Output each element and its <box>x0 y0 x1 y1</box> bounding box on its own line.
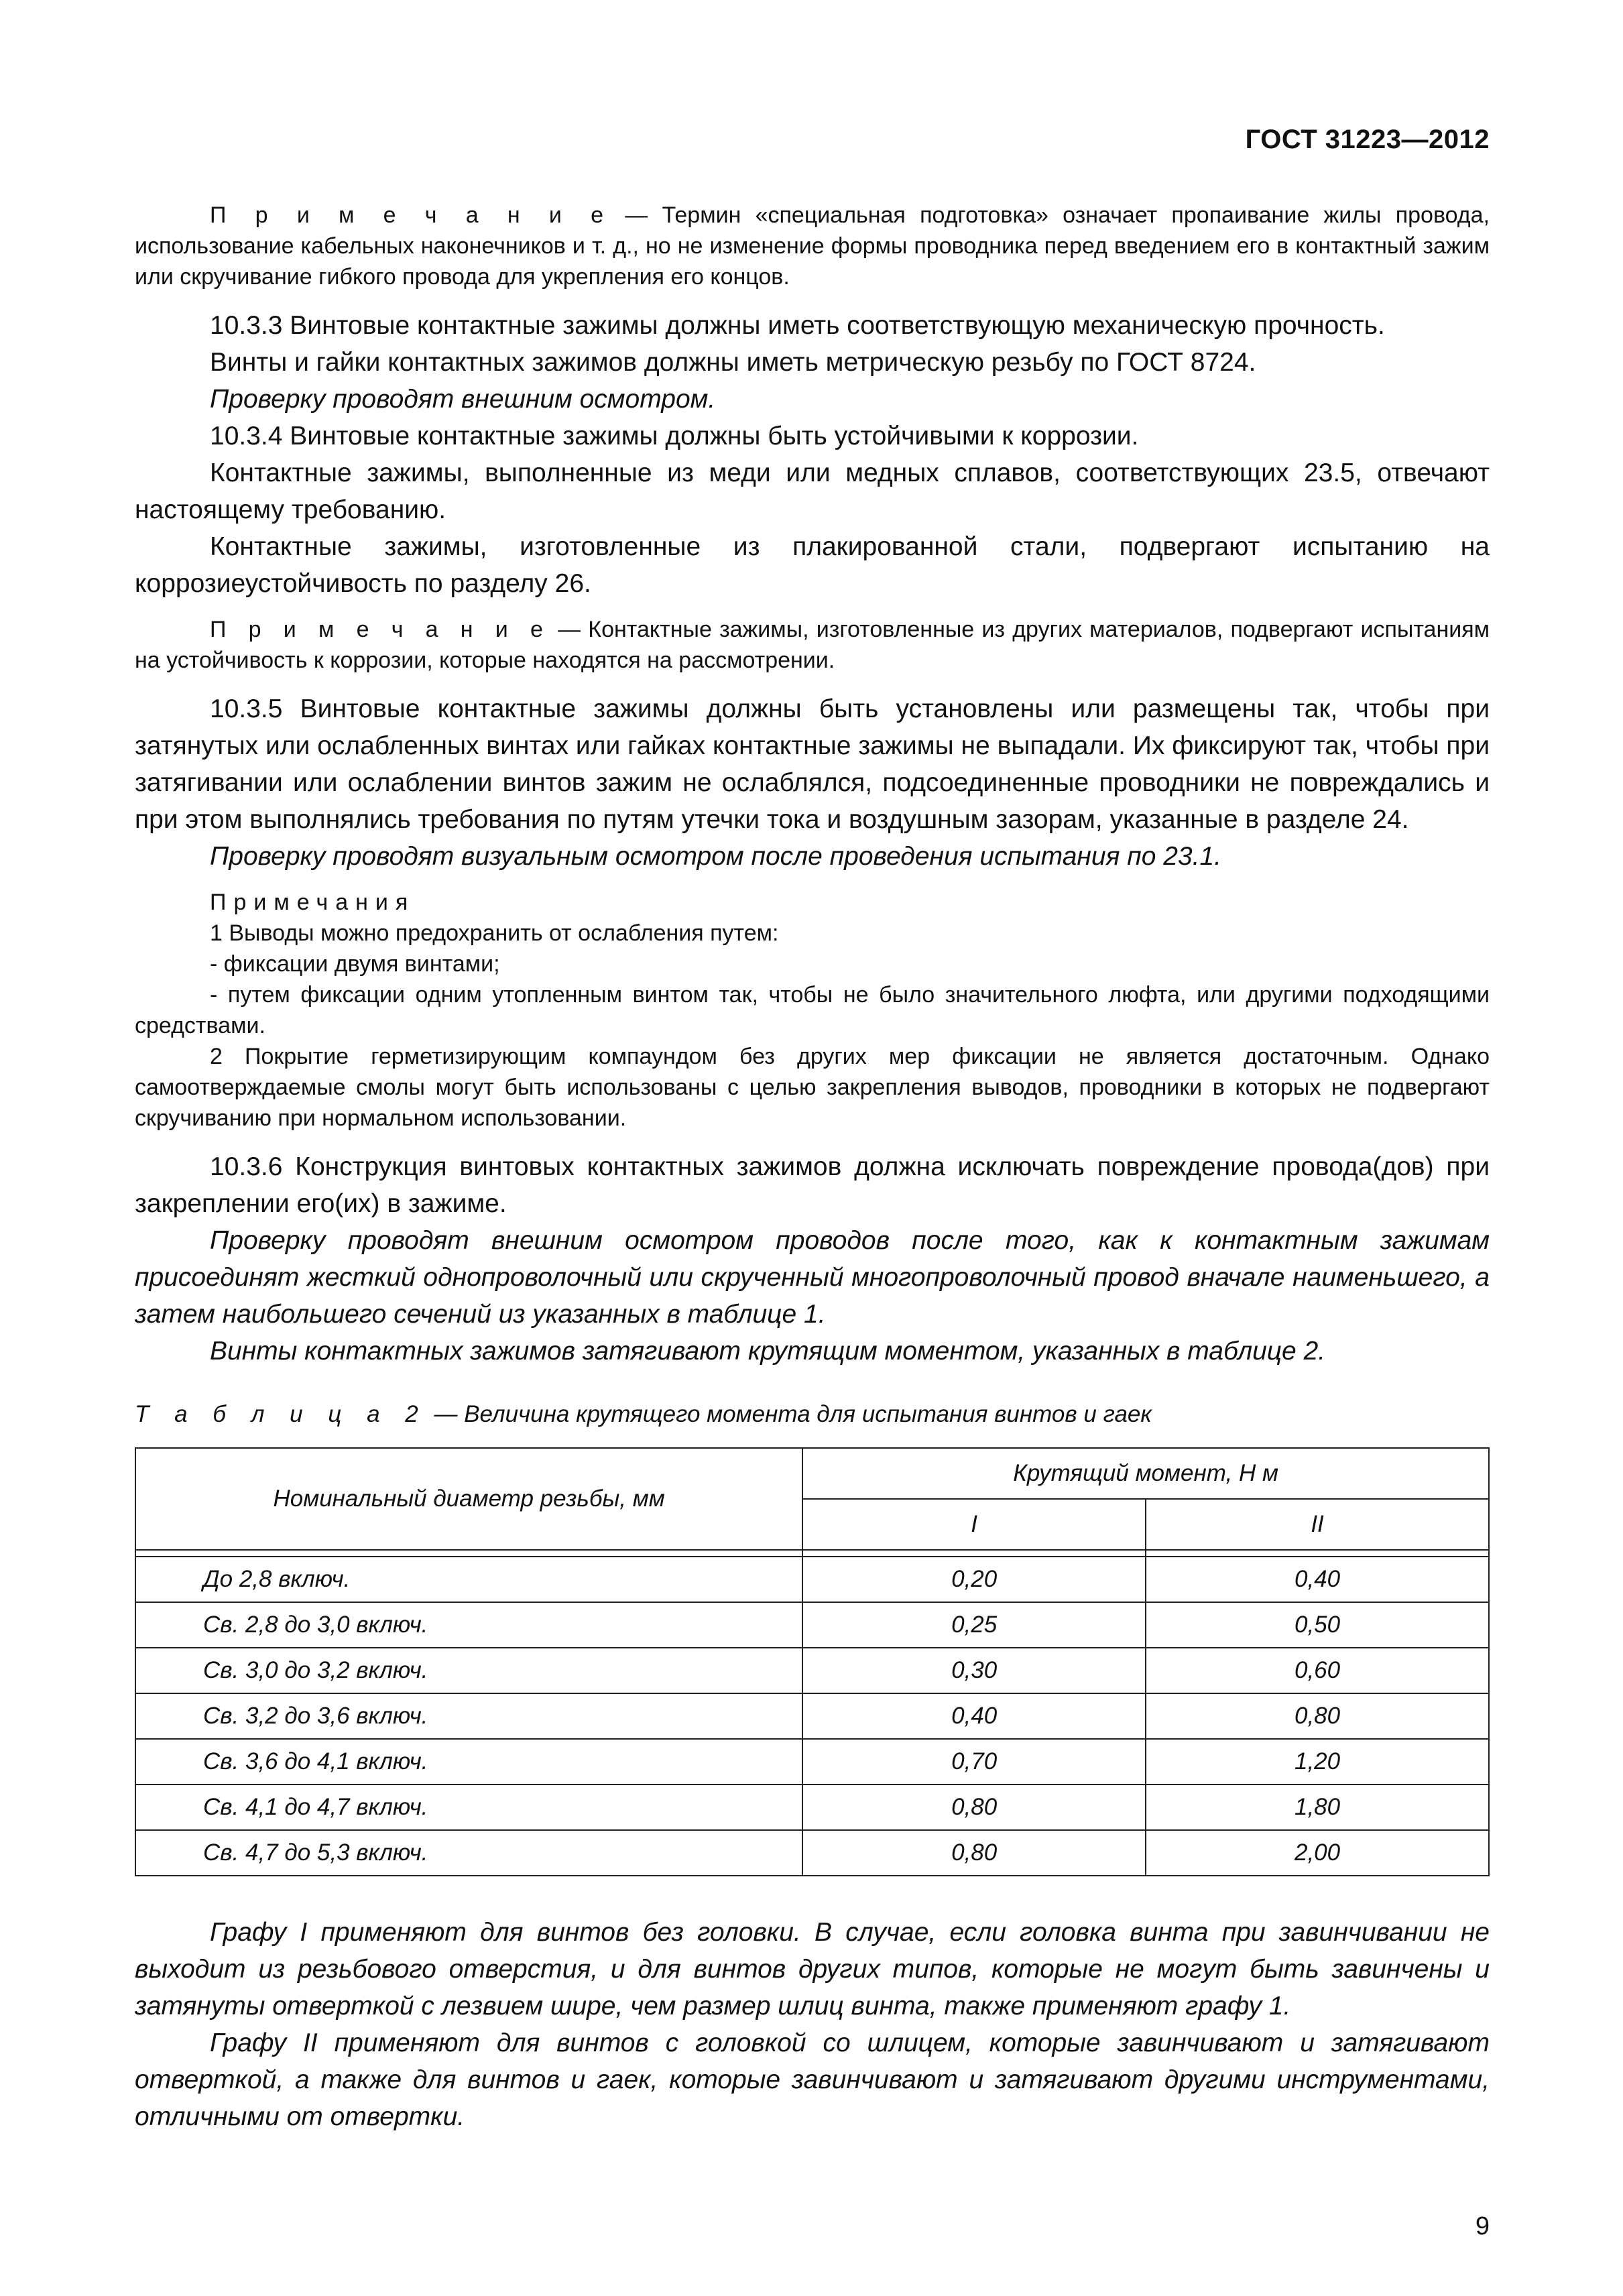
cell-torque-I: 0,70 <box>802 1739 1146 1785</box>
table-caption-label: Т а б л и ц а 2 <box>135 1401 428 1427</box>
note-label: П р и м е ч а н и е <box>210 617 550 642</box>
clause-10-3-4-copper: Контактные зажимы, выполненные из меди или медных сплавов, соответствующих 23.5, отвечают настоящему требованию. <box>135 459 1490 524</box>
clause-10-3-3-thread: Винты и гайки контактных зажимов должны иметь метрическую резьбу по ГОСТ 8724. <box>210 348 1256 377</box>
cell-diameter: Св. 3,6 до 4,1 включ. <box>135 1739 802 1785</box>
note-label: П р и м е ч а н и е <box>210 202 611 228</box>
cell-torque-I: 0,30 <box>802 1648 1146 1693</box>
table-caption <box>135 1399 1490 1430</box>
note-item-2: 2 Покрытие герметизирующим компаундом без других мер фиксации не является достаточным. Однако самоотверждаемые смолы могут быть использованы с целью закрепления выводов, проводники в которых не подвергают скручиванию при нормальном использовании. <box>135 1044 1490 1131</box>
cell-torque-II: 0,60 <box>1146 1648 1489 1693</box>
cell-torque-II: 1,20 <box>1146 1739 1489 1785</box>
note-item-1a: - фиксации двумя винтами; <box>210 951 500 977</box>
cell-torque-II: 1,80 <box>1146 1785 1489 1830</box>
cell-torque-I: 0,40 <box>802 1693 1146 1739</box>
cell-torque-I: 0,80 <box>802 1830 1146 1876</box>
table-row <box>135 1557 1489 1602</box>
cell-diameter: Св. 3,2 до 3,6 включ. <box>135 1693 802 1739</box>
table-row <box>135 1830 1489 1876</box>
header-separator <box>135 1550 1489 1557</box>
table-row <box>135 1693 1489 1739</box>
cell-torque-II: 0,50 <box>1146 1602 1489 1648</box>
clause-10-3-6: 10.3.6 Конструкция винтовых контактных зажимов должна исключать повреждение провода(дов) при закреплении его(их) в зажиме. <box>135 1152 1490 1218</box>
clause-10-3-6-torque: Винты контактных зажимов затягивают крутящим моментом, указанных в таблице 2. <box>210 1337 1326 1366</box>
cell-torque-II: 0,40 <box>1146 1557 1489 1602</box>
clause-10-3-5: 10.3.5 Винтовые контактные зажимы должны быть установлены или размещены так, чтобы при затянутых или ослабленных винтах или гайках контактные зажимы не выпадали. Их фиксируют так, чтобы при затягивании или ослаблении винтов зажим не ослаблялся, подсоединенные проводники не повреждались и при этом выполнялись требования по путям утечки тока и воздушным зазорам, указанные в разделе 24. <box>135 694 1490 834</box>
clause-10-3-6-check: Проверку проводят внешним осмотром проводов после того, как к контактным зажимам присоединят жесткий однопроволочный или скрученный многопроволочный провод вначале наименьшего, а затем наибольшего сечений из указанных в таблице 1. <box>135 1226 1490 1329</box>
note-item-1b: - путем фиксации одним утопленным винтом так, чтобы не было значительного люфта, или другими подходящими средствами. <box>135 982 1490 1038</box>
column-header-torque: Крутящий момент, Н м <box>802 1448 1489 1499</box>
table-row <box>135 1602 1489 1648</box>
column-header-II: II <box>1146 1499 1489 1550</box>
column-header-I: I <box>802 1499 1146 1550</box>
cell-torque-I: 0,20 <box>802 1557 1146 1602</box>
page-number: 9 <box>1475 2212 1490 2240</box>
note-text: — Контактные зажимы, изготовленные из других материалов, подвергают испытаниям на устойчивость к коррозии, которые находятся на рассмотрении. <box>135 617 1490 673</box>
cell-diameter: Св. 2,8 до 3,0 включ. <box>135 1602 802 1648</box>
table-row <box>135 1785 1489 1830</box>
cell-torque-II: 0,80 <box>1146 1693 1489 1739</box>
cell-torque-I: 0,80 <box>802 1785 1146 1830</box>
column-I-usage: Графу I применяют для винтов без головки. В случае, если головка винта при завинчивании не выходит из резьбового отверстия, и для винтов других типов, которые не могут быть завинчены и затянуты отверткой с лезвием шире, чем размер шлиц винта, также применяют графу 1. <box>135 1918 1490 2020</box>
clause-10-3-3: 10.3.3 Винтовые контактные зажимы должны иметь соответствующую механическую прочность. <box>210 311 1385 340</box>
cell-diameter: До 2,8 включ. <box>135 1557 802 1602</box>
column-II-usage: Графу II применяют для винтов с головкой со шлицем, которые завинчивают и затягивают отверткой, а также для винтов и гаек, которые завинчивают и затягивают другими инструментами, отличными от отвертки. <box>135 2029 1490 2131</box>
cell-diameter: Св. 3,0 до 3,2 включ. <box>135 1648 802 1693</box>
column-header-diameter: Номинальный диаметр резьбы, мм <box>135 1448 802 1550</box>
note-item-1: 1 Выводы можно предохранить от ослабления путем: <box>210 920 779 946</box>
note-special-preparation <box>135 200 1490 292</box>
cell-torque-II: 2,00 <box>1146 1830 1489 1876</box>
cell-diameter: Св. 4,1 до 4,7 включ. <box>135 1785 802 1830</box>
table-row <box>135 1739 1489 1785</box>
table-caption-text: — Величина крутящего момента для испытания винтов и гаек <box>427 1401 1152 1427</box>
cell-diameter: Св. 4,7 до 5,3 включ. <box>135 1830 802 1876</box>
document-id: ГОСТ 31223—2012 <box>1245 125 1490 154</box>
note-corrosion <box>135 614 1490 676</box>
document-body <box>135 200 1490 2135</box>
clause-10-3-3-check: Проверку проводят внешним осмотром. <box>210 385 716 414</box>
notes-heading: Примечания <box>210 890 416 915</box>
clause-10-3-4-steel: Контактные зажимы, изготовленные из плакированной стали, подвергают испытанию на коррозиеустойчивость по разделу 26. <box>135 532 1490 598</box>
note-text: — Термин «специальная подготовка» означает пропаивание жилы провода, использование кабельных наконечников и т. д., но не изменение формы проводника перед введением его в контактный зажим или скручивание гибкого провода для укрепления его концов. <box>135 202 1490 290</box>
clause-10-3-4: 10.3.4 Винтовые контактные зажимы должны быть устойчивыми к коррозии. <box>210 422 1139 450</box>
cell-torque-I: 0,25 <box>802 1602 1146 1648</box>
table-row <box>135 1648 1489 1693</box>
clause-10-3-5-check: Проверку проводят визуальным осмотром после проведения испытания по 23.1. <box>210 842 1221 871</box>
torque-table <box>135 1447 1490 1876</box>
after-table-text <box>135 1914 1490 2135</box>
